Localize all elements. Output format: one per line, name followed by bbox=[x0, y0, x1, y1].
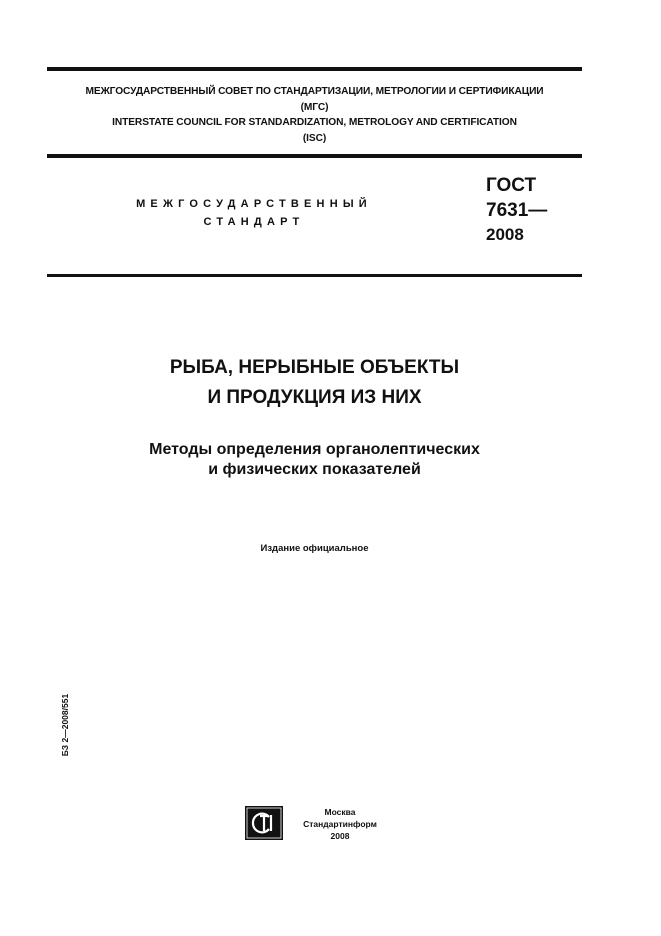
standard-type bbox=[118, 195, 390, 231]
publisher-year: 2008 bbox=[330, 831, 350, 841]
designation-bottom-rule bbox=[47, 274, 582, 277]
council-ru-abbr: (МГС) bbox=[300, 101, 329, 113]
subtitle-line1: Методы определения органолептических bbox=[149, 441, 480, 458]
title-line1: РЫБА, НЕРЫБНЫЕ ОБЪЕКТЫ bbox=[169, 357, 460, 378]
standard-type-line1: МЕЖГОСУДАРСТВЕННЫЙ bbox=[136, 198, 372, 210]
council-ru: МЕЖГОСУДАРСТВЕННЫЙ СОВЕТ ПО СТАНДАРТИЗАЦИИ, МЕТРОЛОГИИ И СЕРТИФИКАЦИИ bbox=[85, 86, 544, 97]
gost-prefix: ГОСТ bbox=[486, 175, 537, 196]
council-en-abbr: (ISC) bbox=[302, 132, 327, 144]
standard-type-line2: СТАНДАРТ bbox=[203, 216, 305, 228]
document-subtitle bbox=[47, 440, 582, 480]
council-header bbox=[47, 84, 582, 146]
edition-label: Издание официальное bbox=[260, 543, 369, 554]
publisher-name: Стандартинформ bbox=[303, 819, 377, 829]
top-rule bbox=[47, 67, 582, 71]
gost-year: 2008 bbox=[486, 225, 524, 244]
gost-designation bbox=[486, 173, 547, 245]
gost-number-line bbox=[486, 198, 547, 223]
document-title bbox=[47, 353, 582, 413]
standartinform-logo-icon bbox=[245, 806, 283, 840]
gost-dash: — bbox=[528, 200, 548, 221]
title-line2: И ПРОДУКЦИЯ ИЗ НИХ bbox=[207, 387, 422, 408]
subtitle-line2: и физических показателей bbox=[208, 461, 421, 478]
side-registration-code: БЗ 2—2008/551 bbox=[60, 693, 70, 757]
publisher-city: Москва bbox=[324, 807, 356, 817]
header-bottom-rule bbox=[47, 154, 582, 158]
council-en: INTERSTATE COUNCIL FOR STANDARDIZATION, METROLOGY AND CERTIFICATION bbox=[112, 117, 517, 128]
publisher-block bbox=[290, 806, 390, 842]
gost-number: 7631 bbox=[486, 200, 529, 221]
